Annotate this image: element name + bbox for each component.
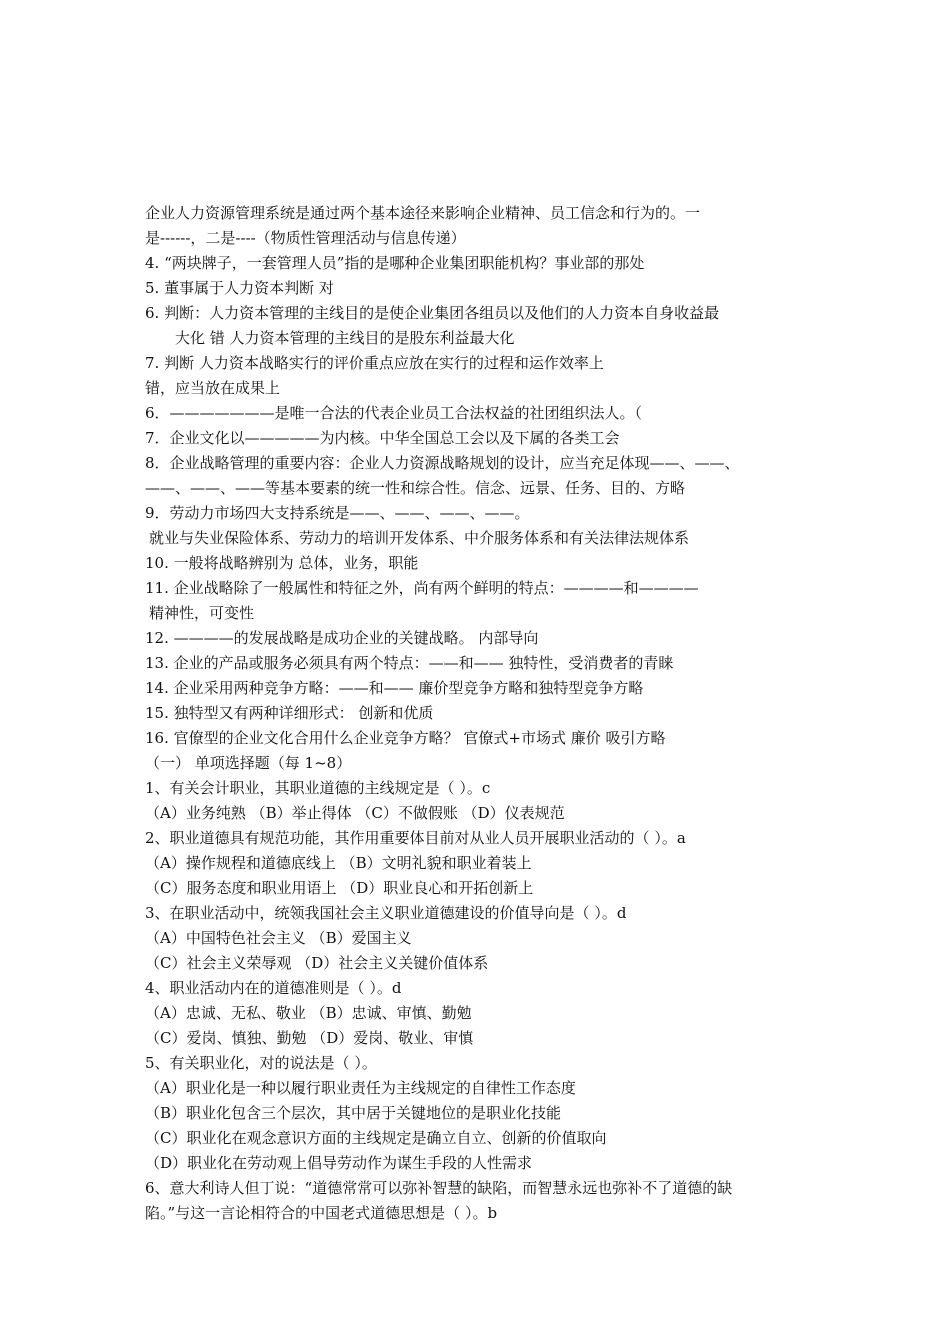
text-line: 15. 独特型又有两种详细形式： 创新和优质: [145, 704, 434, 722]
text-line: 错，应当放在成果上: [145, 379, 281, 397]
text-line: 企业人力资源管理系统是通过两个基本途径来影响企业精神、员工信念和行为的。一: [145, 204, 701, 222]
text-line: 4. “两块牌子，一套管理人员”指的是哪种企业集团职能机构？事业部的那处: [145, 254, 645, 272]
text-line: （C）爱岗、慎独、勤勉 （D）爱岗、敬业、审慎: [145, 1029, 474, 1047]
text-line: 5. 董事属于人力资本判断 对: [145, 279, 334, 297]
text-line: 8．企业战略管理的重要内容：企业人力资源战略规划的设计，应当充足体现——、——、: [145, 454, 740, 472]
text-line: （C）服务态度和职业用语上 （D）职业良心和开拓创新上: [145, 879, 534, 897]
text-line: （A）业务纯熟 （B）举止得体 （C）不做假账 （D）仪表规范: [145, 804, 565, 822]
text-line: （D）职业化在劳动观上倡导劳动作为谋生手段的人性需求: [145, 1154, 533, 1172]
text-line: 5、有关职业化，对的说法是（ ）。: [145, 1054, 377, 1072]
text-line: 6、意大利诗人但丁说：“道德常常可以弥补智慧的缺陷，而智慧永远也弥补不了道德的缺: [145, 1179, 733, 1197]
text-line: 14. 企业采用两种竞争方略：——和—— 廉价型竞争方略和独特型竞争方略: [145, 679, 644, 697]
text-line: 2、职业道德具有规范功能，其作用重要体目前对从业人员开展职业活动的（ ）。a: [145, 829, 686, 847]
text-line: 10. 一般将战略辨别为 总体，业务，职能: [145, 554, 419, 572]
text-line: ——、——、——等基本要素的统一性和综合性。信念、远景、任务、目的、方略: [145, 479, 686, 497]
text-line: 6. 判断：人力资本管理的主线目的是使企业集团各组员以及他们的人力资本自身收益最: [145, 304, 720, 322]
text-line: 12. ————的发展战略是成功企业的关键战略。 内部导向: [145, 629, 539, 647]
text-line: 6．———————是唯一合法的代表企业员工合法权益的社团组织法人。（: [145, 404, 643, 422]
text-line: 13. 企业的产品或服务必须具有两个特点：——和—— 独特性，受消费者的青睐: [145, 654, 674, 672]
text-line: 是------，二是----（物质性管理活动与信息传递）: [145, 229, 466, 247]
text-line: 1、有关会计职业，其职业道德的主线规定是（ ）。c: [145, 779, 491, 797]
document-body: [145, 201, 815, 1226]
text-line: （A）中国特色社会主义 （B）爱国主义: [145, 929, 412, 947]
text-line: 大化 错 人力资本管理的主线目的是股东利益最大化: [175, 329, 515, 347]
text-line: （A）操作规程和道德底线上 （B）文明礼貌和职业着装上: [145, 854, 532, 872]
text-line: 11. 企业战略除了一般属性和特征之外，尚有两个鲜明的特点：————和————: [145, 579, 699, 597]
text-line: （B）职业化包含三个层次，其中居于关键地位的是职业化技能: [145, 1104, 562, 1122]
text-line: （C）社会主义荣辱观 （D）社会主义关键价值体系: [145, 954, 489, 972]
text-line: 陷。”与这一言论相符合的中国老式道德思想是（ ）。b: [145, 1204, 498, 1222]
text-line: 精神性，可变性: [149, 604, 255, 622]
text-line: 3、在职业活动中，统领我国社会主义职业道德建设的价值导向是（ ）。d: [145, 904, 627, 922]
text-line: 4、职业活动内在的道德准则是（ ）。d: [145, 979, 402, 997]
text-line: （一） 单项选择题（每 1~8）: [145, 754, 352, 772]
text-line: （A）职业化是一种以履行职业责任为主线规定的自律性工作态度: [145, 1079, 576, 1097]
text-line: （C）职业化在观念意识方面的主线规定是确立自立、创新的价值取向: [145, 1129, 607, 1147]
text-line: 9．劳动力市场四大支持系统是——、——、——、——。: [145, 504, 530, 522]
text-line: （A）忠诚、无私、敬业 （B）忠诚、审慎、勤勉: [145, 1004, 472, 1022]
text-line: 16. 官僚型的企业文化合用什么企业竞争方略？ 官僚式+市场式 廉价 吸引方略: [145, 729, 666, 747]
text-line: 7. 判断 人力资本战略实行的评价重点应放在实行的过程和运作效率上: [145, 354, 604, 372]
text-line: 就业与失业保险体系、劳动力的培训开发体系、中介服务体系和有关法律法规体系: [149, 529, 690, 547]
text-line: 7．企业文化以—————为内核。中华全国总工会以及下属的各类工会: [145, 429, 620, 447]
